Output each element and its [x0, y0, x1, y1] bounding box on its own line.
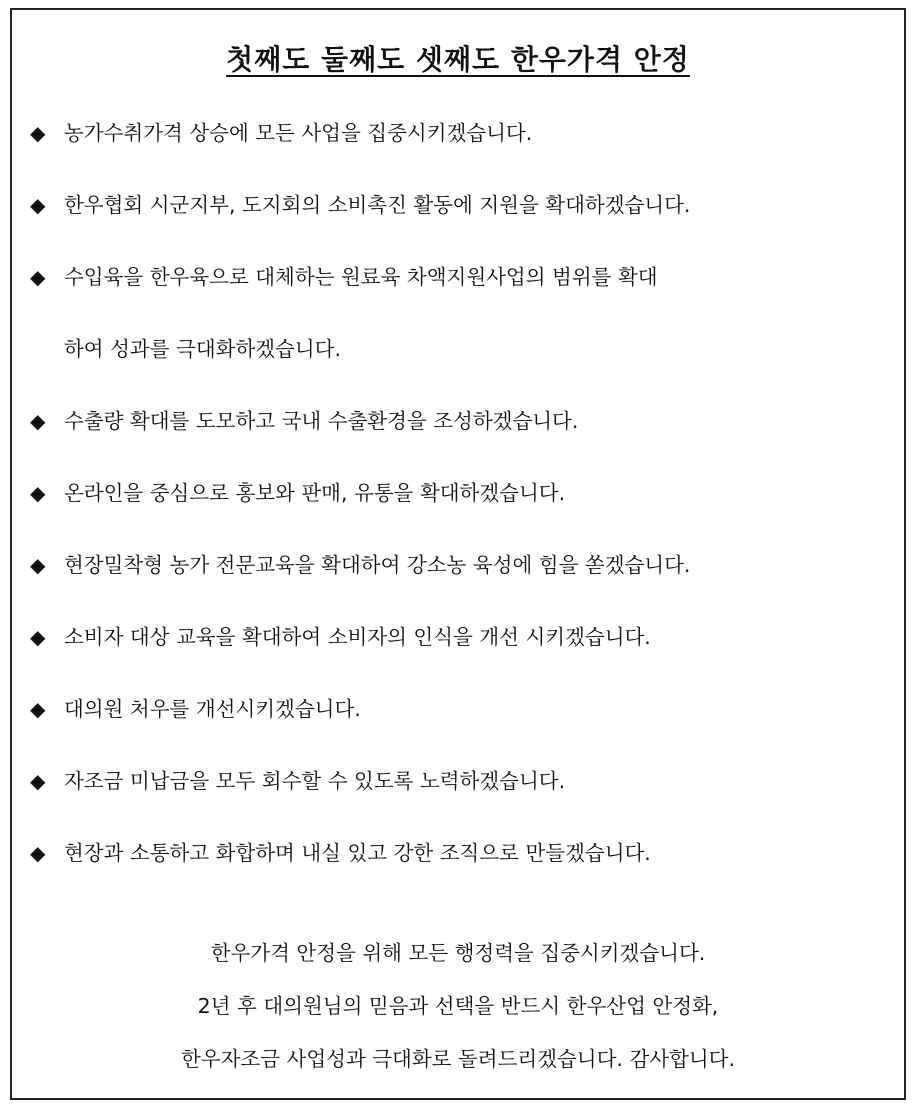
- closing-line: 한우가격 안정을 위해 모든 행정력을 집중시키겠습니다.: [210, 941, 706, 965]
- pledge-text-continued: 하여 성과를 극대화하겠습니다.: [64, 337, 341, 361]
- diamond-bullet-icon: ◆: [30, 265, 46, 289]
- pledge-item: [30, 552, 894, 578]
- pledge-text: 현장밀착형 농가 전문교육을 확대하여 강소농 육성에 힘을 쏟겠습니다.: [64, 553, 691, 577]
- pledge-text: 온라인을 중심으로 홍보와 판매, 유통을 확대하겠습니다.: [64, 481, 566, 505]
- diamond-bullet-icon: ◆: [30, 625, 46, 649]
- pledge-item: [30, 264, 894, 362]
- diamond-bullet-icon: ◆: [30, 697, 46, 721]
- diamond-bullet-icon: ◆: [30, 193, 46, 217]
- pledge-item: [30, 840, 894, 866]
- pledge-list: [30, 120, 894, 912]
- pledge-item: [30, 624, 894, 650]
- pledge-text: 수입육을 한우육으로 대체하는 원료육 차액지원사업의 범위를 확대: [64, 265, 658, 289]
- pledge-text: 수출량 확대를 도모하고 국내 수출환경을 조성하겠습니다.: [64, 409, 579, 433]
- pledge-text: 농가수취가격 상승에 모든 사업을 집중시키겠습니다.: [64, 121, 533, 145]
- diamond-bullet-icon: ◆: [30, 553, 46, 577]
- pledge-text: 소비자 대상 교육을 확대하여 소비자의 인식을 개선 시키겠습니다.: [64, 625, 651, 649]
- pledge-text: 대의원 처우를 개선시키겠습니다.: [64, 697, 361, 721]
- closing-statement: [12, 940, 904, 1099]
- diamond-bullet-icon: ◆: [30, 769, 46, 793]
- document-title: [12, 40, 904, 80]
- closing-line: 2년 후 대의원님의 믿음과 선택을 반드시 한우산업 안정화,: [197, 994, 719, 1018]
- pledge-text: 한우협회 시군지부, 도지회의 소비촉진 활동에 지원을 확대하겠습니다.: [64, 193, 691, 217]
- document-title-text: 첫째도 둘째도 셋째도 한우가격 안정: [226, 43, 690, 76]
- pledge-document: [10, 8, 906, 1100]
- pledge-item: [30, 120, 894, 146]
- diamond-bullet-icon: ◆: [30, 409, 46, 433]
- diamond-bullet-icon: ◆: [30, 481, 46, 505]
- diamond-bullet-icon: ◆: [30, 841, 46, 865]
- pledge-item: [30, 480, 894, 506]
- diamond-bullet-icon: ◆: [30, 121, 46, 145]
- pledge-text: 자조금 미납금을 모두 회수할 수 있도록 노력하겠습니다.: [64, 769, 566, 793]
- closing-line: 한우자조금 사업성과 극대화로 돌려드리겠습니다. 감사합니다.: [181, 1047, 735, 1071]
- pledge-item: [30, 192, 894, 218]
- pledge-item: [30, 768, 894, 794]
- pledge-item: [30, 408, 894, 434]
- pledge-item: [30, 696, 894, 722]
- pledge-text: 현장과 소통하고 화합하며 내실 있고 강한 조직으로 만들겠습니다.: [64, 841, 651, 865]
